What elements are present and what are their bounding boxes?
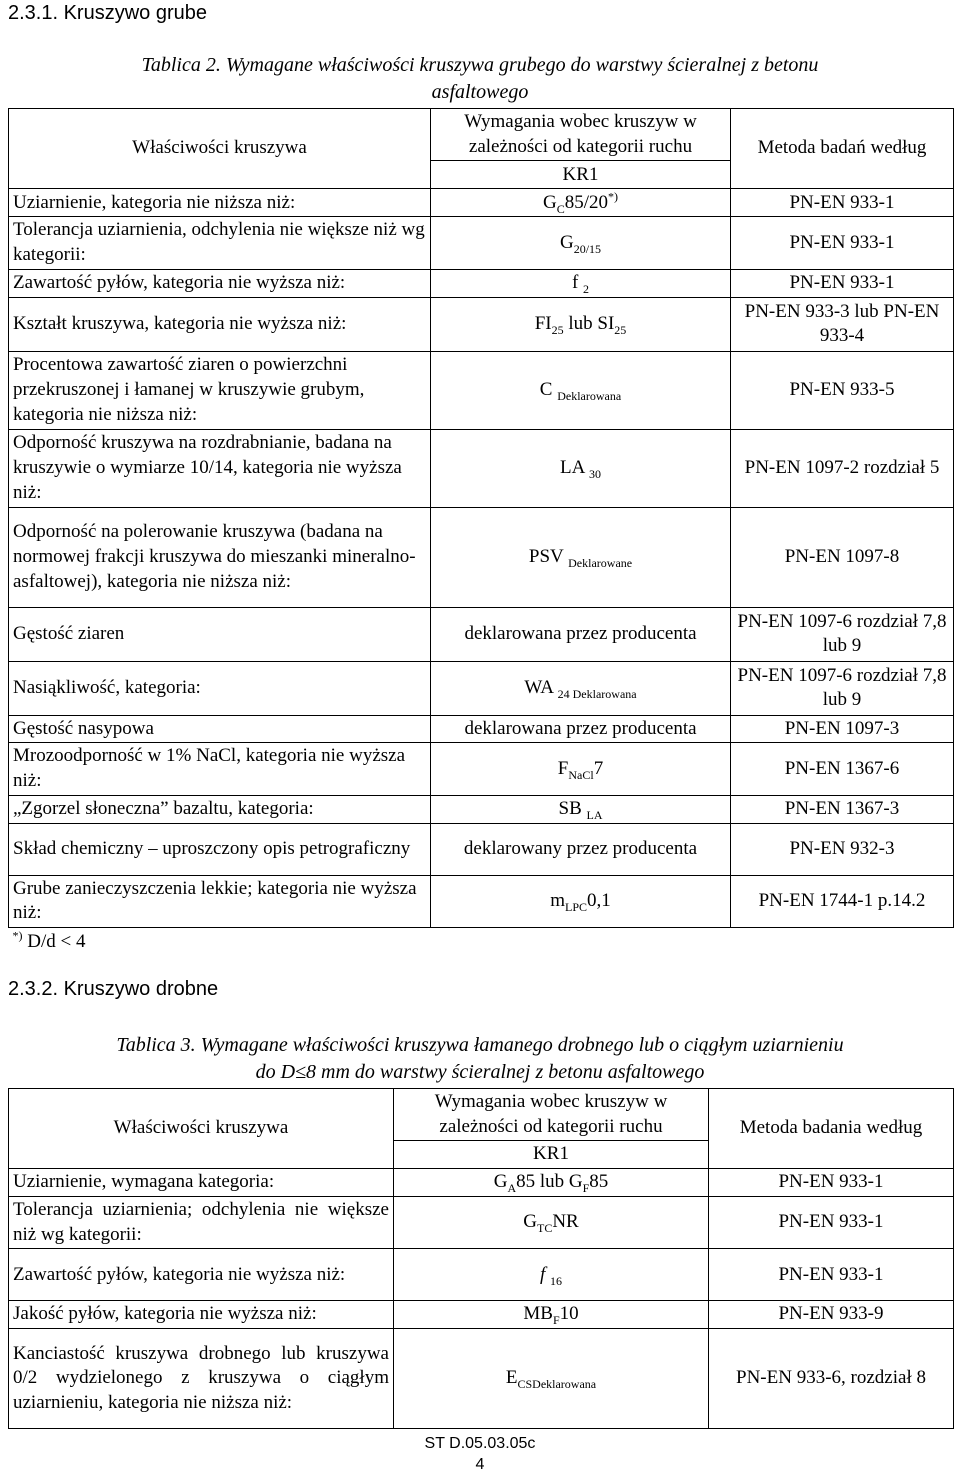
requirement-cell: $G_C85/20^{*)}$ — [431, 189, 731, 217]
requirement-cell: $G_A85$ lub $G_F85$ — [394, 1169, 709, 1197]
table-row — [9, 217, 954, 269]
table3-header-requirements-line2: zależności od kategorii ruchu — [439, 1115, 663, 1137]
table2-header-property: Właściwości kruszywa — [9, 109, 431, 189]
table-row — [9, 715, 954, 743]
requirement-cell: WA $_{24 Deklarowana}$ — [431, 661, 731, 715]
section-heading-fine-aggregate: 2.3.2. Kruszywo drobne — [8, 978, 219, 1000]
method-cell: PN-EN 1097-6 rozdział 7,8 lub 9 — [731, 607, 954, 661]
requirement-cell: f $_2$ — [431, 269, 731, 297]
method-cell: PN-EN 1097-2 rozdział 5 — [731, 429, 954, 507]
property-cell: Nasiąkliwość, kategoria: — [9, 661, 431, 715]
table-row — [9, 823, 954, 875]
requirement-cell: $m_{LPC}0,1$ — [431, 875, 731, 927]
method-cell: PN-EN 933-6, rozdział 8 — [709, 1329, 954, 1429]
property-cell: Odporność kruszywa na rozdrabnianie, badana na kruszywie o wymiarze 10/14, kategoria nie wyższa niż: — [9, 429, 431, 507]
method-cell: PN-EN 1097-3 — [731, 715, 954, 743]
requirement-cell: $F_{NaCl}7$ — [431, 743, 731, 795]
requirement-cell: $G_{20/15}$ — [431, 217, 731, 269]
table3-caption-line1: Tablica 3. Wymagane właściwości kruszywa łamanego drobnego lub o ciągłym uziarnieniu — [116, 1034, 844, 1056]
method-cell: PN-EN 933-5 — [731, 351, 954, 429]
property-cell: Jakość pyłów, kategoria nie wyższa niż: — [9, 1301, 394, 1329]
requirement-cell: $FI_{25}$ lub $SI_{25}$ — [431, 297, 731, 351]
table3-header-property: Właściwości kruszywa — [9, 1089, 394, 1169]
requirement-cell: deklarowany przez producenta — [431, 823, 731, 875]
method-cell: PN-EN 933-1 — [731, 189, 954, 217]
requirement-cell: $MB_F10$ — [394, 1301, 709, 1329]
method-cell: PN-EN 1097-6 rozdział 7,8 lub 9 — [731, 661, 954, 715]
table2-caption-line2: asfaltowego — [431, 81, 529, 103]
method-cell: PN-EN 933-3 lub PN-EN 933-4 — [731, 297, 954, 351]
table-row — [9, 1301, 954, 1329]
property-cell: Gęstość ziaren — [9, 607, 431, 661]
property-cell: Kanciastość kruszywa drobnego lub kruszywa 0/2 wydzielonego z kruszywa o ciągłym uziarnieniu, kategoria nie niższa niż: — [9, 1329, 394, 1429]
table-row — [9, 269, 954, 297]
table-row — [9, 1169, 954, 1197]
document-id: ST D.05.03.05c — [424, 1435, 536, 1452]
property-cell: Procentowa zawartość ziaren o powierzchni przekruszonej i łamanej w kruszywie grubym, kategoria nie niższa niż: — [9, 351, 431, 429]
table-row — [9, 1249, 954, 1301]
requirement-cell: $G_{TC}NR$ — [394, 1197, 709, 1249]
table-row — [9, 351, 954, 429]
property-cell: Skład chemiczny – uproszczony opis petrograficzny — [9, 823, 431, 875]
page-number: 4 — [475, 1455, 485, 1473]
table-row — [9, 297, 954, 351]
table3-header-method: Metoda badania według — [709, 1089, 954, 1169]
table-row — [9, 661, 954, 715]
property-cell: Zawartość pyłów, kategoria nie wyższa niż: — [9, 1249, 394, 1301]
method-cell: PN-EN 933-1 — [709, 1197, 954, 1249]
table3-header-requirements-line1: Wymagania wobec kruszyw w — [434, 1091, 668, 1112]
requirement-cell: deklarowana przez producenta — [431, 607, 731, 661]
table2-header-kr1: KR1 — [431, 161, 731, 189]
section-heading-coarse-aggregate: 2.3.1. Kruszywo grube — [8, 2, 207, 24]
table3-header-row — [9, 1089, 954, 1141]
property-cell: Tolerancja uziarnienia; odchylenia nie większe niż wg kategorii: — [9, 1197, 394, 1249]
table2-header-requirements-line1: Wymagania wobec kruszyw w — [464, 111, 697, 132]
property-cell: Zawartość pyłów, kategoria nie wyższa niż: — [9, 269, 431, 297]
table-row — [9, 607, 954, 661]
requirement-cell: C $_{Deklarowana}$ — [431, 351, 731, 429]
requirement-cell: $E_{CSDeklarowana}$ — [394, 1329, 709, 1429]
table-row — [9, 795, 954, 823]
table2-coarse-aggregate-properties — [8, 108, 954, 956]
method-cell: PN-EN 933-9 — [709, 1301, 954, 1329]
property-cell: Kształt kruszywa, kategoria nie wyższa niż: — [9, 297, 431, 351]
property-cell: Mrozoodporność w 1% NaCl, kategoria nie wyższa niż: — [9, 743, 431, 795]
property-cell: Uziarnienie, kategoria nie niższa niż: — [9, 189, 431, 217]
table3-header-kr1: KR1 — [394, 1141, 709, 1169]
requirement-cell: LA $_{30}$ — [431, 429, 731, 507]
table2-caption — [0, 52, 960, 106]
method-cell: PN-EN 932-3 — [731, 823, 954, 875]
property-cell: Odporność na polerowanie kruszywa (badana na normowej frakcji kruszywa do mieszanki mineralno-asfaltowej), kategoria nie niższa niż: — [9, 507, 431, 607]
method-cell: PN-EN 1367-3 — [731, 795, 954, 823]
table2-caption-line1: Tablica 2. Wymagane właściwości kruszywa grubego do warstwy ścieralnej z betonu — [141, 54, 819, 76]
table-row — [9, 1197, 954, 1249]
method-cell: PN-EN 933-1 — [709, 1249, 954, 1301]
table2-header-row — [9, 109, 954, 161]
table3-caption-line2: do D≤8 mm do warstwy ścieralnej z betonu asfaltowego — [255, 1061, 705, 1083]
table-row — [9, 189, 954, 217]
table2-header-requirements-line2: zależności od kategorii ruchu — [468, 135, 693, 157]
method-cell: PN-EN 933-1 — [709, 1169, 954, 1197]
method-cell: PN-EN 1097-8 — [731, 507, 954, 607]
table2-footnote: *) D/d < 4 — [12, 928, 86, 952]
requirement-cell: f $_{16}$ — [394, 1249, 709, 1301]
property-cell: „Zgorzel słoneczna” bazaltu, kategoria: — [9, 795, 431, 823]
table2-header-method: Metoda badań według — [731, 109, 954, 189]
table-row — [9, 429, 954, 507]
requirement-cell: SB $_{LA}$ — [431, 795, 731, 823]
method-cell: PN-EN 933-1 — [731, 269, 954, 297]
method-cell: PN-EN 1367-6 — [731, 743, 954, 795]
table2-footnote-row — [9, 927, 954, 955]
method-cell: PN-EN 1744-1 p.14.2 — [731, 875, 954, 927]
page-footer — [0, 1434, 960, 1476]
table3-fine-aggregate-properties — [8, 1088, 954, 1429]
requirement-cell: PSV $_{Deklarowane}$ — [431, 507, 731, 607]
table-row — [9, 1329, 954, 1429]
table-row — [9, 507, 954, 607]
table2-header-requirements — [431, 109, 731, 161]
requirement-cell: deklarowana przez producenta — [431, 715, 731, 743]
property-cell: Tolerancja uziarnienia, odchylenia nie większe niż wg kategorii: — [9, 217, 431, 269]
table-row — [9, 875, 954, 927]
property-cell: Grube zanieczyszczenia lekkie; kategoria nie wyższa niż: — [9, 875, 431, 927]
method-cell: PN-EN 933-1 — [731, 217, 954, 269]
property-cell: Gęstość nasypowa — [9, 715, 431, 743]
table-row — [9, 743, 954, 795]
table3-header-requirements — [394, 1089, 709, 1141]
table3-caption — [0, 1032, 960, 1086]
property-cell: Uziarnienie, wymagana kategoria: — [9, 1169, 394, 1197]
